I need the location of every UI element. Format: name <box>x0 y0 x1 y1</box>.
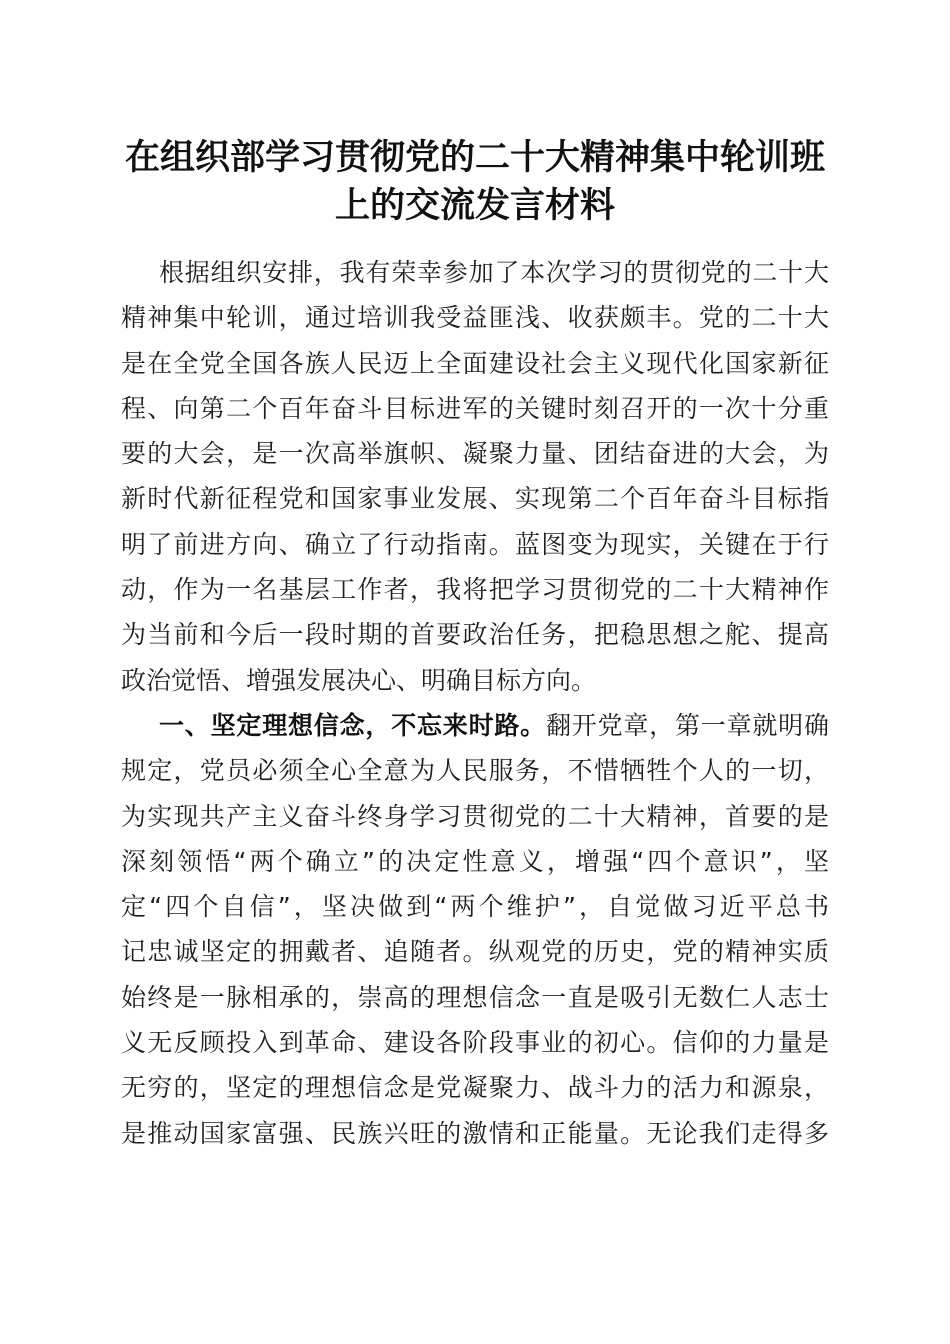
section-1-heading: 一、坚定理想信念，不忘来时路。 <box>159 710 546 740</box>
title-line-2: 上的交流发言材料 <box>334 185 615 226</box>
intro-paragraph <box>121 250 829 703</box>
paragraph-line: 规定，党员必须全心全意为人民服务，不惜牺牲个人的一切， <box>121 756 829 786</box>
paragraph-line: 定“四个自信”，坚决做到“两个维护”，自觉做习近平总书 <box>121 892 829 922</box>
paragraph-line: 深刻领悟“两个确立”的决定性意义，增强“四个意识”，坚 <box>121 846 829 876</box>
section-1-first-line <box>121 703 829 748</box>
section-1-paragraph <box>121 703 829 1156</box>
paragraph-line: 动，作为一名基层工作者，我将把学习贯彻党的二十大精神作 <box>121 575 829 605</box>
section-1-first-line-text: 翻开党章，第一章就明确 <box>545 710 829 740</box>
paragraph-line: 要的大会，是一次高举旗帜、凝聚力量、团结奋进的大会，为 <box>121 439 829 469</box>
document-title <box>100 134 850 230</box>
paragraph-line: 是推动国家富强、民族兴旺的激情和正能量。无论我们走得多 <box>121 1118 829 1148</box>
paragraph-line: 政治觉悟、增强发展决心、明确目标方向。 <box>121 665 597 695</box>
title-line-1: 在组织部学习贯彻党的二十大精神集中轮训班 <box>124 137 825 178</box>
paragraph-line: 精神集中轮训，通过培训我受益匪浅、收获颇丰。党的二十大 <box>121 303 829 333</box>
paragraph-line: 始终是一脉相承的，崇高的理想信念一直是吸引无数仁人志士 <box>121 982 829 1012</box>
paragraph-line: 记忠诚坚定的拥戴者、追随者。纵观党的历史，党的精神实质 <box>121 937 829 967</box>
document-body <box>121 250 829 1156</box>
paragraph-line: 为实现共产主义奋斗终身学习贯彻党的二十大精神，首要的是 <box>121 801 829 831</box>
paragraph-line: 是在全党全国各族人民迈上全面建设社会主义现代化国家新征 <box>121 348 829 378</box>
paragraph-line: 义无反顾投入到革命、建设各阶段事业的初心。信仰的力量是 <box>121 1028 829 1058</box>
paragraph-line: 无穷的，坚定的理想信念是党凝聚力、战斗力的活力和源泉， <box>121 1073 829 1103</box>
paragraph-line: 为当前和今后一段时期的首要政治任务，把稳思想之舵、提高 <box>121 620 829 650</box>
paragraph-line: 明了前进方向、确立了行动指南。蓝图变为现实，关键在于行 <box>121 529 829 559</box>
paragraph-line: 新时代新征程党和国家事业发展、实现第二个百年奋斗目标指 <box>121 484 829 514</box>
paragraph-line: 程、向第二个百年奋斗目标进军的关键时刻召开的一次十分重 <box>121 393 829 423</box>
paragraph-line: 根据组织安排，我有荣幸参加了本次学习的贯彻党的二十大 <box>159 258 829 287</box>
